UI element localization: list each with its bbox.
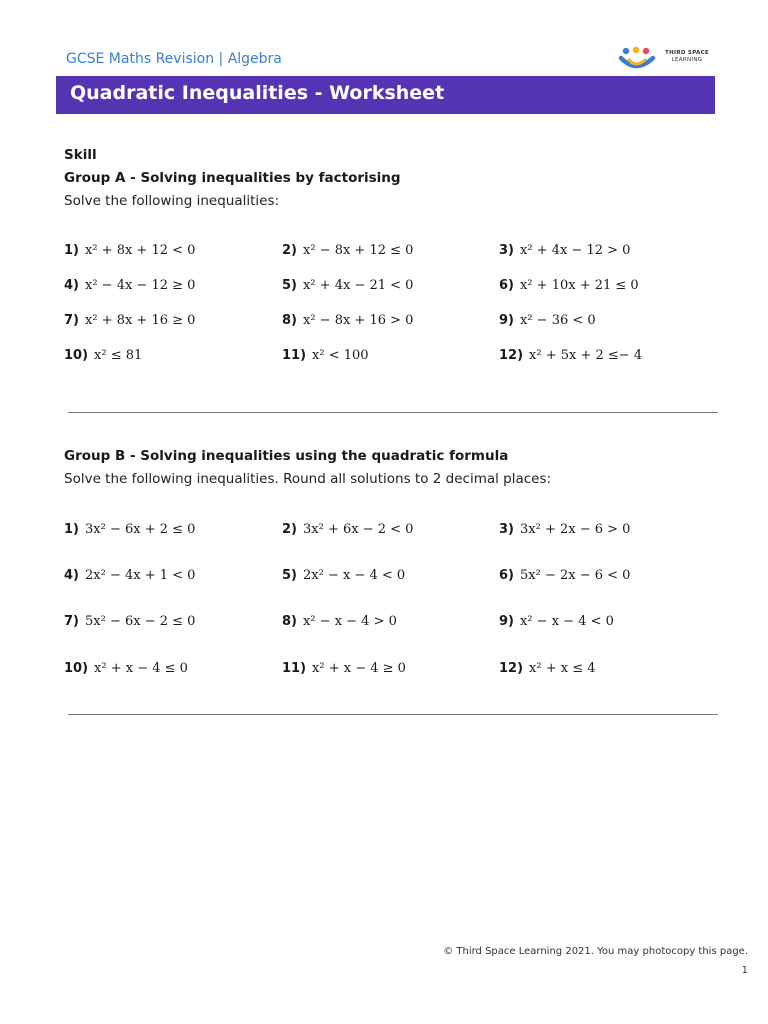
question-number: 12) bbox=[499, 661, 524, 676]
question-item bbox=[64, 348, 142, 363]
question-item bbox=[282, 661, 406, 676]
question-expression: 3x² − 6x + 2 ≤ 0 bbox=[85, 522, 196, 537]
question-item bbox=[499, 661, 596, 676]
question-expression: 3x² + 2x − 6 > 0 bbox=[520, 522, 631, 537]
question-expression: 3x² + 6x − 2 < 0 bbox=[303, 522, 414, 537]
question-expression: x² + 4x − 21 < 0 bbox=[303, 278, 414, 293]
question-expression: 2x² − x − 4 < 0 bbox=[303, 568, 406, 583]
question-expression: x² + 5x + 2 ≤− 4 bbox=[529, 348, 643, 363]
question-expression: x² + x ≤ 4 bbox=[529, 661, 596, 676]
question-item bbox=[282, 243, 413, 258]
question-expression: x² + 10x + 21 ≤ 0 bbox=[520, 278, 639, 293]
question-item bbox=[64, 614, 195, 629]
question-number: 9) bbox=[499, 614, 514, 629]
question-expression: x² + 8x + 12 < 0 bbox=[85, 243, 196, 258]
group-b-heading: Group B - Solving inequalities using the quadratic formula bbox=[64, 448, 509, 464]
question-number: 5) bbox=[282, 278, 297, 293]
question-item bbox=[499, 522, 630, 537]
question-expression: x² − 8x + 16 > 0 bbox=[303, 313, 414, 328]
question-expression: 2x² − 4x + 1 < 0 bbox=[85, 568, 196, 583]
question-number: 4) bbox=[64, 278, 79, 293]
page-number: 1 bbox=[741, 965, 748, 976]
question-item bbox=[499, 568, 630, 583]
question-expression: x² − 4x − 12 ≥ 0 bbox=[85, 278, 196, 293]
question-number: 2) bbox=[282, 243, 297, 258]
group-a-heading: Group A - Solving inequalities by factorising bbox=[64, 170, 401, 186]
question-item bbox=[64, 313, 195, 328]
copyright-footer: © Third Space Learning 2021. You may photocopy this page. bbox=[443, 946, 748, 957]
question-item bbox=[499, 313, 596, 328]
question-number: 2) bbox=[282, 522, 297, 537]
third-space-learning-logo bbox=[619, 46, 719, 72]
question-item bbox=[64, 568, 195, 583]
question-item bbox=[64, 278, 195, 293]
question-number: 6) bbox=[499, 568, 514, 583]
question-item bbox=[499, 278, 639, 293]
title-banner bbox=[56, 76, 715, 114]
question-expression: x² − 8x + 12 ≤ 0 bbox=[303, 243, 414, 258]
question-number: 11) bbox=[282, 348, 307, 363]
question-expression: x² − 36 < 0 bbox=[520, 313, 596, 328]
question-expression: 5x² − 2x − 6 < 0 bbox=[520, 568, 631, 583]
group-a-instruction: Solve the following inequalities: bbox=[64, 193, 280, 209]
question-item bbox=[282, 568, 405, 583]
question-expression: x² + 4x − 12 > 0 bbox=[520, 243, 631, 258]
question-item bbox=[499, 243, 630, 258]
question-number: 10) bbox=[64, 348, 89, 363]
question-number: 5) bbox=[282, 568, 297, 583]
question-item bbox=[64, 522, 195, 537]
question-number: 4) bbox=[64, 568, 79, 583]
question-number: 6) bbox=[499, 278, 514, 293]
question-item bbox=[282, 278, 413, 293]
divider bbox=[68, 412, 718, 413]
question-number: 1) bbox=[64, 243, 79, 258]
question-number: 3) bbox=[499, 243, 514, 258]
question-item bbox=[64, 661, 188, 676]
question-number: 7) bbox=[64, 313, 79, 328]
skill-label: Skill bbox=[64, 147, 97, 163]
question-number: 3) bbox=[499, 522, 514, 537]
question-number: 12) bbox=[499, 348, 524, 363]
question-expression: x² + x − 4 ≤ 0 bbox=[94, 661, 188, 676]
question-expression: 5x² − 6x − 2 ≤ 0 bbox=[85, 614, 196, 629]
breadcrumb: GCSE Maths Revision | Algebra bbox=[66, 51, 282, 67]
question-number: 9) bbox=[499, 313, 514, 328]
question-item bbox=[282, 522, 413, 537]
question-expression: x² + x − 4 ≥ 0 bbox=[312, 661, 406, 676]
logo-line2: LEARNING bbox=[671, 57, 703, 63]
question-expression: x² ≤ 81 bbox=[94, 348, 143, 363]
question-number: 10) bbox=[64, 661, 89, 676]
question-item bbox=[499, 348, 642, 363]
question-number: 7) bbox=[64, 614, 79, 629]
question-item bbox=[282, 348, 369, 363]
question-item bbox=[282, 614, 397, 629]
question-number: 11) bbox=[282, 661, 307, 676]
divider bbox=[68, 714, 718, 715]
question-expression: x² + 8x + 16 ≥ 0 bbox=[85, 313, 196, 328]
group-b-instruction: Solve the following inequalities. Round all solutions to 2 decimal places: bbox=[64, 471, 552, 487]
question-number: 1) bbox=[64, 522, 79, 537]
page-title: Quadratic Inequalities - Worksheet bbox=[70, 82, 445, 104]
logo-line1: THIRD SPACE bbox=[665, 50, 709, 56]
question-expression: x² − x − 4 > 0 bbox=[303, 614, 397, 629]
question-item bbox=[499, 614, 614, 629]
question-item bbox=[282, 313, 413, 328]
question-item bbox=[64, 243, 195, 258]
question-number: 8) bbox=[282, 614, 297, 629]
logo-mark-icon bbox=[619, 46, 659, 72]
question-expression: x² − x − 4 < 0 bbox=[520, 614, 614, 629]
question-number: 8) bbox=[282, 313, 297, 328]
question-expression: x² < 100 bbox=[312, 348, 369, 363]
